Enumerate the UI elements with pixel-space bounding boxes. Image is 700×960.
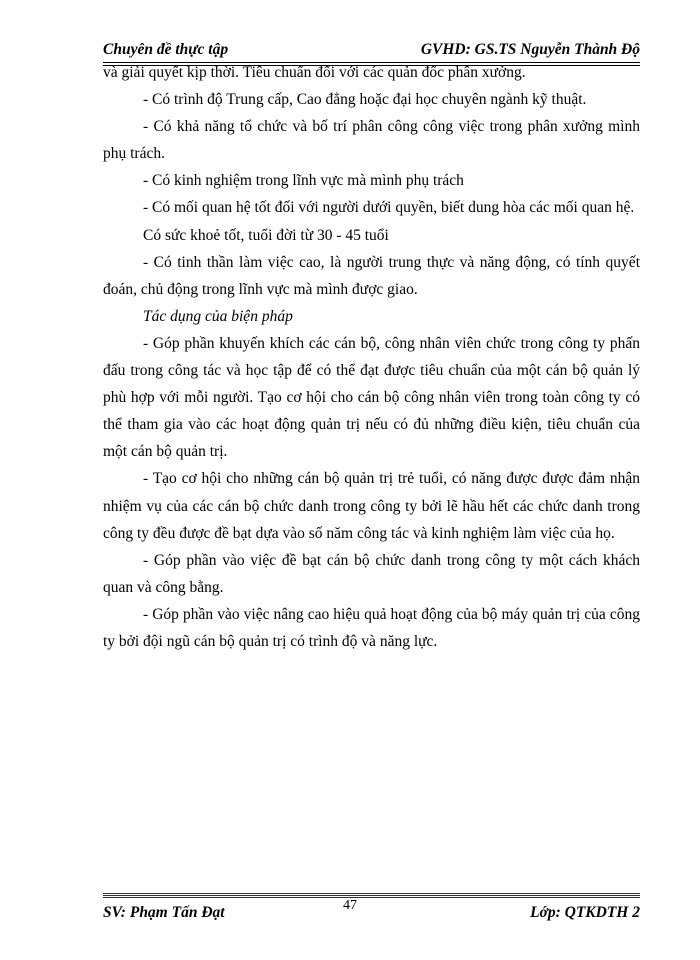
paragraph: - Có mối quan hệ tốt đối với người dưới quyền, biết dung hòa các mối quan hệ. (143, 199, 635, 217)
paragraph: - Có trình độ Trung cấp, Cao đẳng hoặc đại học chuyên ngành kỹ thuật. (143, 91, 587, 109)
section-heading: Tác dụng của biện pháp (143, 307, 293, 325)
paragraph: và giải quyết kịp thời. Tiêu chuẩn đối với các quản đốc phân xưởng. (103, 64, 526, 81)
paragraph: - Có kinh nghiệm trong lĩnh vực mà mình phụ trách (143, 172, 464, 190)
footer-class: Lớp: QTKDTH 2 (530, 904, 640, 921)
header-title: Chuyên đề thực tập (103, 41, 229, 58)
paragraph: - Tạo cơ hội cho những cán bộ quản trị trẻ tuổi, có năng được được đảm nhận nhiệm vụ của các cán bộ chức danh trong công ty bởi lẽ hầu hết các chức danh trong công ty đều được đề bạt dựa vào số năm công tác và kinh nghiệm làm việc của họ. (103, 470, 640, 542)
paragraph: - Có tinh thần làm việc cao, là người trung thực và năng động, có tính quyết đoán, chủ động trong lĩnh vực mà mình được giao. (103, 253, 640, 298)
page-footer (103, 893, 640, 923)
header-advisor: GVHD: GS.TS Nguyễn Thành Độ (420, 41, 640, 58)
page-number: 47 (343, 898, 357, 913)
paragraph: - Góp phần vào việc nâng cao hiệu quả hoạt động của bộ máy quản trị của công ty bởi đội ngũ cán bộ quản trị có trình độ và năng lực. (103, 605, 640, 650)
paragraph: Có sức khoẻ tốt, tuổi đời từ 30 - 45 tuổi (143, 226, 389, 244)
paragraph: - Góp phần khuyến khích các cán bộ, công nhân viên chức trong công ty phấn đấu trong công tác và học tập để có thể đạt được tiêu chuẩn của một cán bộ quản lý phù hợp với mỗi người. Tạo cơ hội cho cán bộ công nhân viên trong toàn công ty có thể tham gia vào các hoạt động quản trị nếu có đủ những điều kiện, tiêu chuẩn của một cán bộ quản trị. (103, 334, 640, 461)
paragraph: - Góp phần vào việc đề bạt cán bộ chức danh trong công ty một cách khách quan và công bằng. (103, 551, 640, 596)
document-body (103, 59, 640, 655)
paragraph: - Có khả năng tổ chức và bố trí phân công công việc trong phân xưởng mình phụ trách. (103, 118, 640, 163)
footer-student: SV: Phạm Tấn Đạt (103, 904, 225, 921)
footer-rule (103, 893, 640, 899)
